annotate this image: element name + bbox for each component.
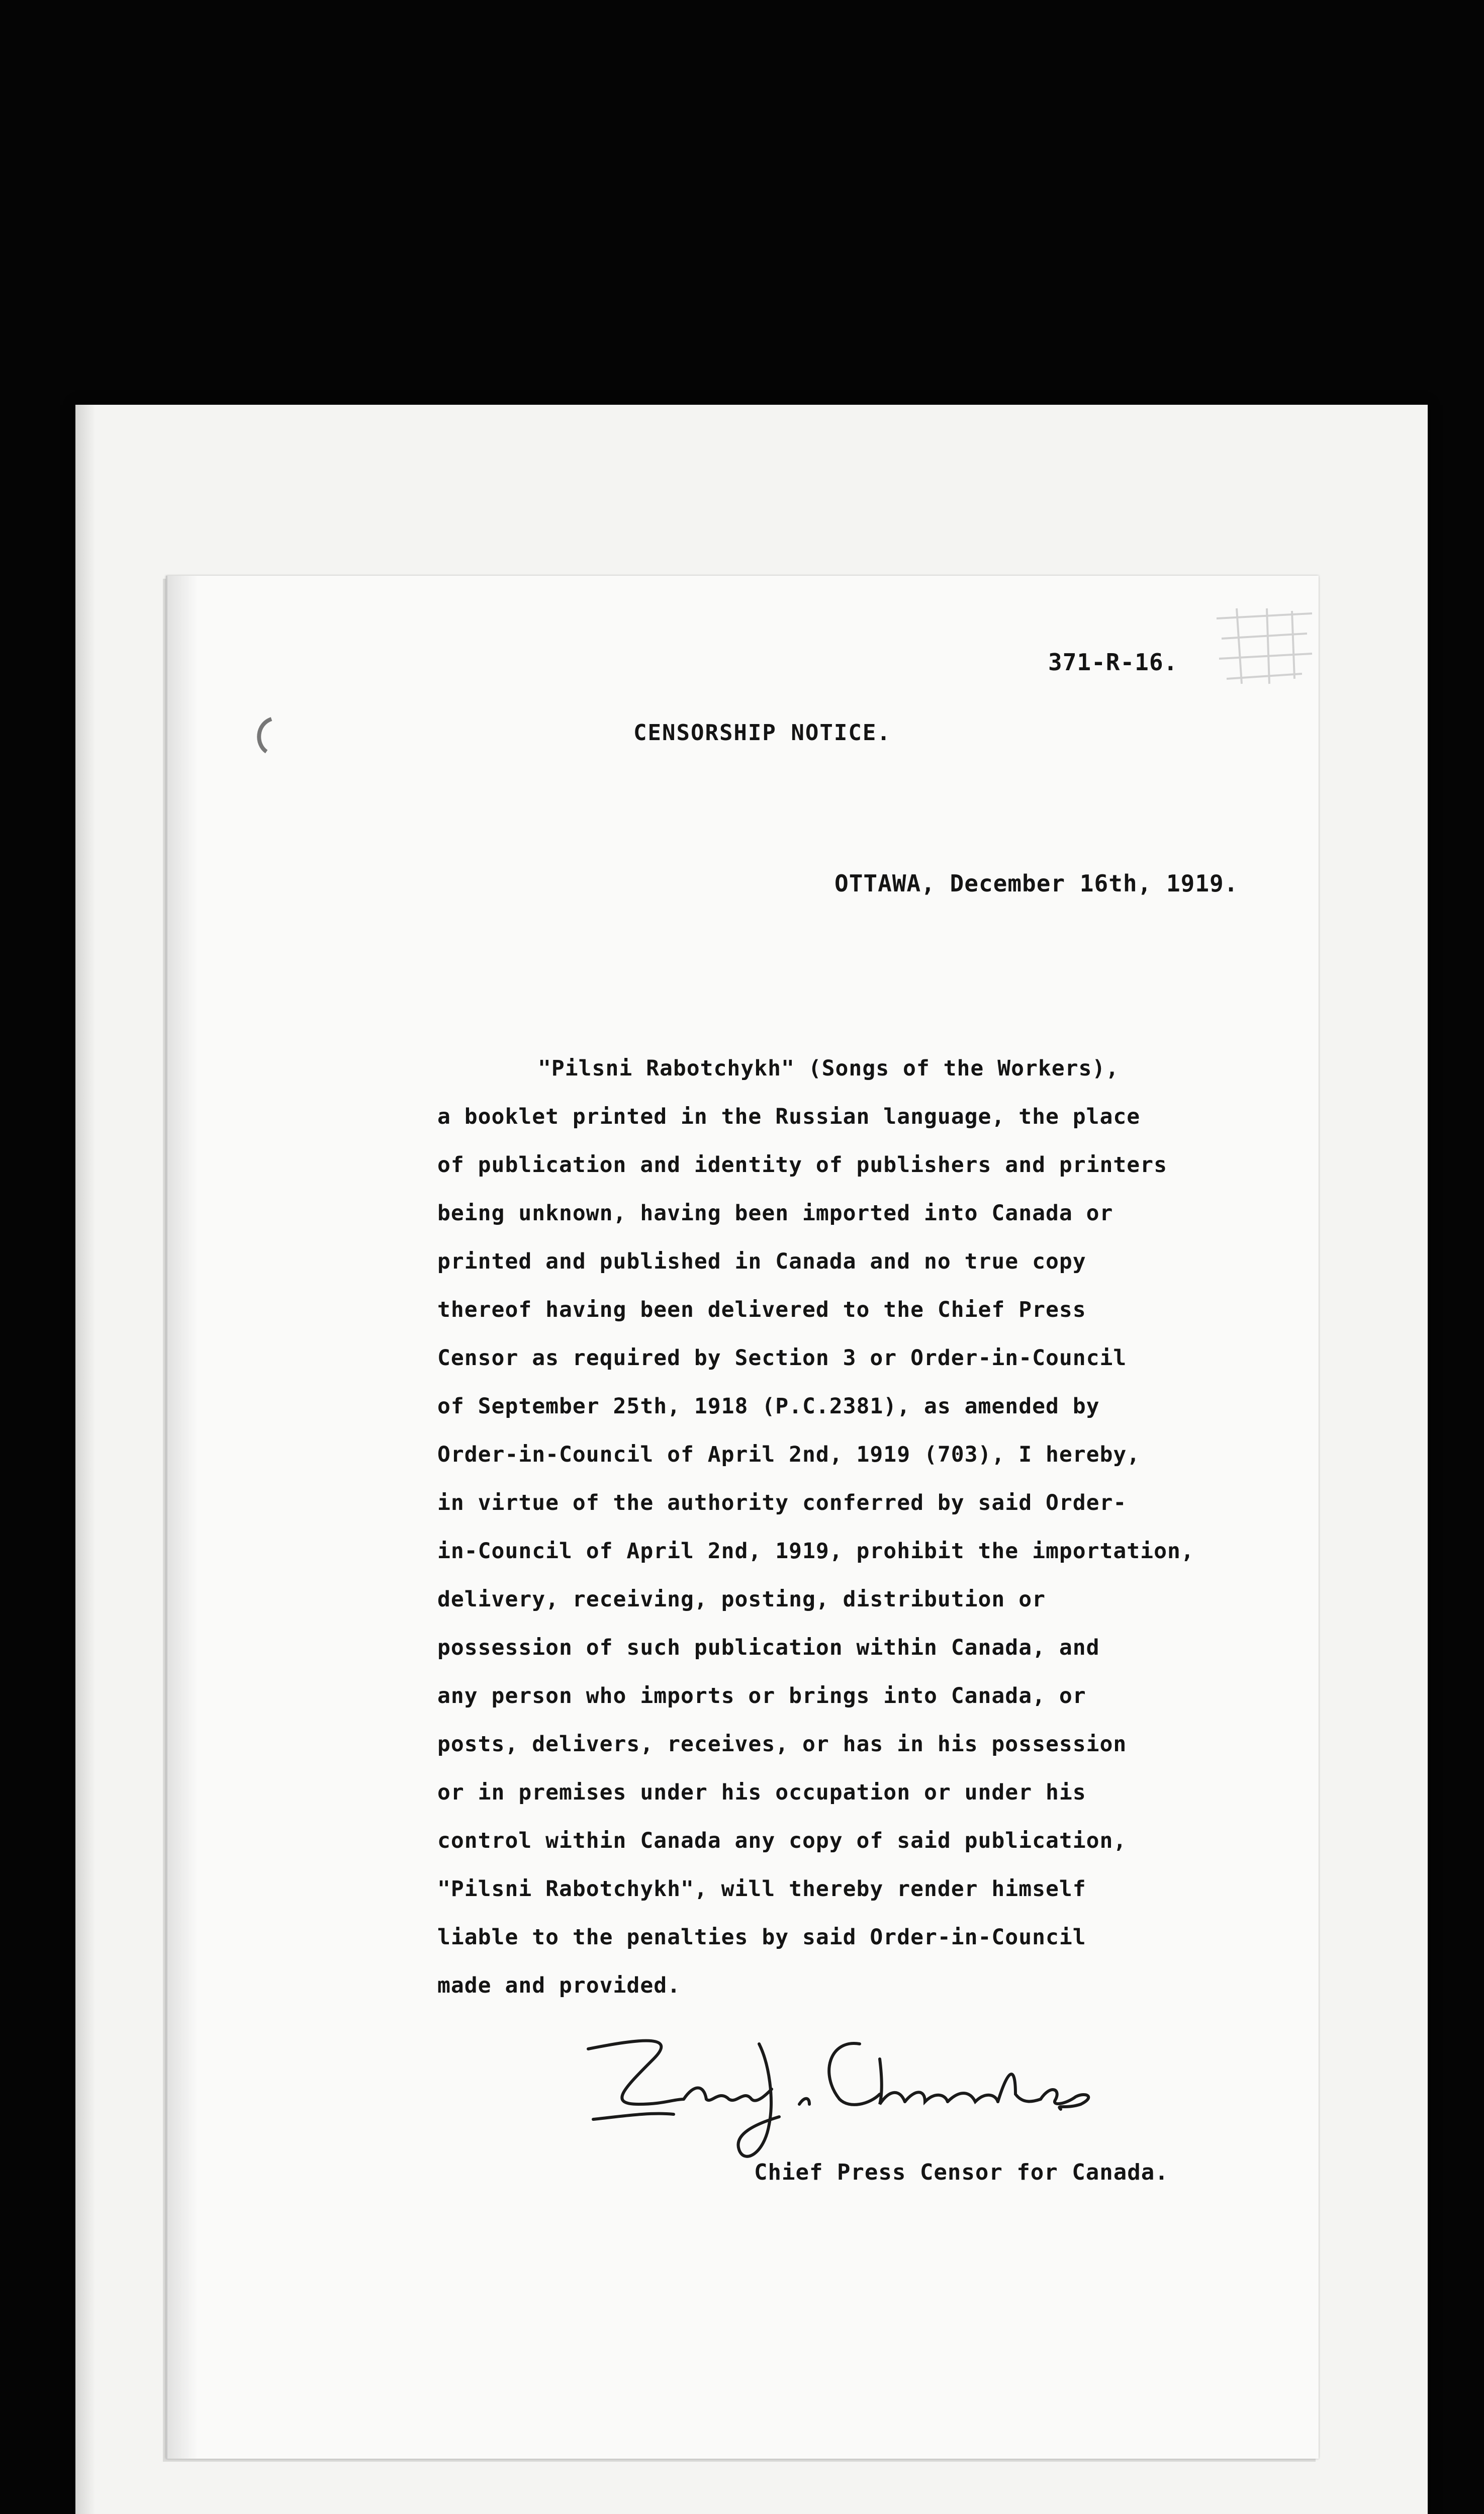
body-line: or in premises under his occupation or under his [437, 1780, 1086, 1805]
body-line: control within Canada any copy of said publication, [437, 1828, 1127, 1853]
body-line: printed and published in Canada and no true copy [437, 1249, 1086, 1274]
body-line: being unknown, having been imported into Canada or [437, 1201, 1114, 1226]
body-line: liable to the penalties by said Order-in-Council [437, 1925, 1086, 1950]
signature-caption: Chief Press Censor for Canada. [754, 2160, 1169, 2185]
body-line: a booklet printed in the Russian language, the place [437, 1104, 1141, 1129]
body-line: Order-in-Council of April 2nd, 1919 (703), I hereby, [437, 1442, 1141, 1467]
dateline: OTTAWA, December 16th, 1919. [834, 870, 1239, 897]
body-line: "Pilsni Rabotchykh" (Songs of the Workers), [538, 1056, 1120, 1081]
body-line: made and provided. [437, 1973, 681, 1998]
body-line: in-Council of April 2nd, 1919, prohibit the importation, [437, 1539, 1194, 1564]
body-line: thereof having been delivered to the Chief Press [437, 1297, 1086, 1322]
body-line: "Pilsni Rabotchykh", will thereby render himself [437, 1876, 1086, 1902]
body-line: possession of such publication within Canada, and [437, 1635, 1100, 1660]
ink-mark [251, 714, 282, 759]
body-line: posts, delivers, receives, or has in his possession [437, 1732, 1127, 1757]
body-line: delivery, receiving, posting, distribution or [437, 1587, 1046, 1612]
body-line: of September 25th, 1918 (P.C.2381), as amended by [437, 1394, 1100, 1419]
notice-body [437, 1056, 1267, 2021]
faded-stamp [1207, 603, 1322, 689]
file-number: 371-R-16. [1048, 649, 1178, 676]
notice-heading: CENSORSHIP NOTICE. [633, 720, 891, 746]
body-line: any person who imports or brings into Canada, or [437, 1683, 1086, 1709]
handwritten-signature [578, 2029, 1106, 2180]
body-line: in virtue of the authority conferred by said Order- [437, 1490, 1127, 1515]
body-line: Censor as required by Section 3 or Order-in-Council [437, 1345, 1127, 1371]
body-line: of publication and identity of publishers and printers [437, 1152, 1167, 1178]
